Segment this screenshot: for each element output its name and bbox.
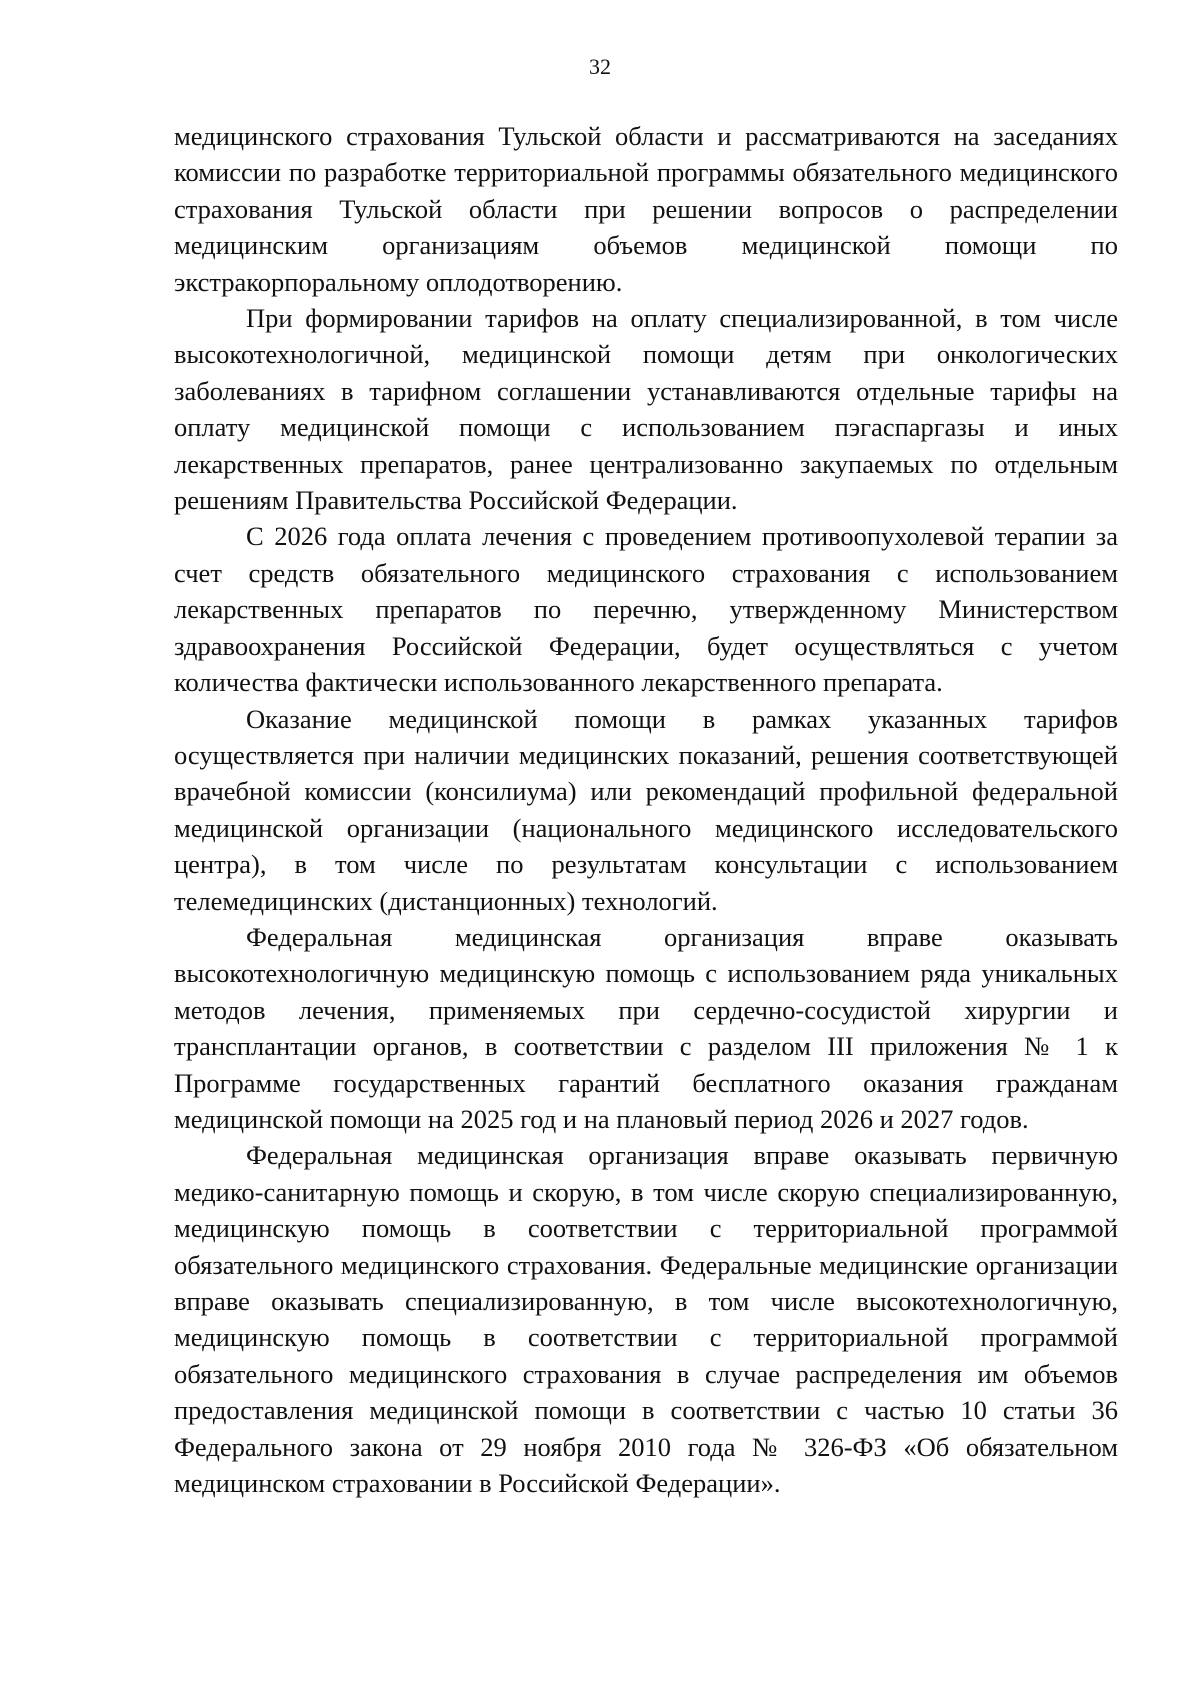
page-number: 32 bbox=[589, 54, 611, 79]
paragraph-federal-org-primary-care: Федеральная медицинская организация вправе оказывать первичную медико-санитарную помощь и скорую, в том числе скорую специализированную, медицинскую помощь в соответствии с территориальной программой обязательного медицинского страхования. Федеральные медицинские организации вправе оказывать специализированную, в том числе высокотехнологичную, медицинскую помощь в соответствии с территориальной программой обязательного медицинского страхования в случае распределения им объемов предоставления медицинской помощи в соответствии с частью 10 статьи 36 Федерального закона от 29 ноября 2010 года № 326-ФЗ «Об обязательном медицинском страховании в Российской Федерации». bbox=[174, 1140, 1118, 1499]
paragraph-federal-org-high-tech: Федеральная медицинская организация вправе оказывать высокотехнологичную медицинскую помощь с использованием ряда уникальных методов лечения, применяемых при сердечно-сосудистой хирургии и трансплантации органов, в соответствии с разделом III приложения № 1 к Программе государственных гарантий бесплатного оказания гражданам медицинской помощи на 2025 год и на плановый период 2026 и 2027 годов. bbox=[174, 921, 1118, 1134]
paragraph-antitumor-therapy-2026: С 2026 года оплата лечения с проведением противоопухолевой терапии за счет средств обязательного медицинского страхования с использованием лекарственных препаратов по перечню, утвержденному Министерством здравоохранения Российской Федерации, будет осуществляться с учетом количества фактически использованного лекарственного препарата. bbox=[174, 521, 1118, 698]
paragraph-medical-indications: Оказание медицинской помощи в рамках указанных тарифов осуществляется при наличии медицинских показаний, решения соответствующей врачебной комиссии (консилиума) или рекомендаций профильной федеральной медицинской организации (национального медицинского исследовательского центра), в том числе по результатам консультации с использованием телемедицинских (дистанционных) технологий. bbox=[174, 703, 1118, 916]
paragraph-continuation: медицинского страхования Тульской области и рассматриваются на заседаниях комиссии по разработке территориальной программы обязательного медицинского страхования Тульской области при решении вопросов о распределении медицинским организациям объемов медицинской помощи по экстракорпоральному оплодотворению. bbox=[174, 121, 1118, 297]
document-body bbox=[174, 118, 1118, 1501]
paragraph-tariffs-children-oncology: При формировании тарифов на оплату специализированной, в том числе высокотехнологичной, медицинской помощи детям при онкологических заболеваниях в тарифном соглашении устанавливаются отдельные тарифы на оплату медицинской помощи с использованием пэгаспаргазы и иных лекарственных препаратов, ранее централизованно закупаемых по отдельным решениям Правительства Российской Федерации. bbox=[174, 303, 1118, 516]
